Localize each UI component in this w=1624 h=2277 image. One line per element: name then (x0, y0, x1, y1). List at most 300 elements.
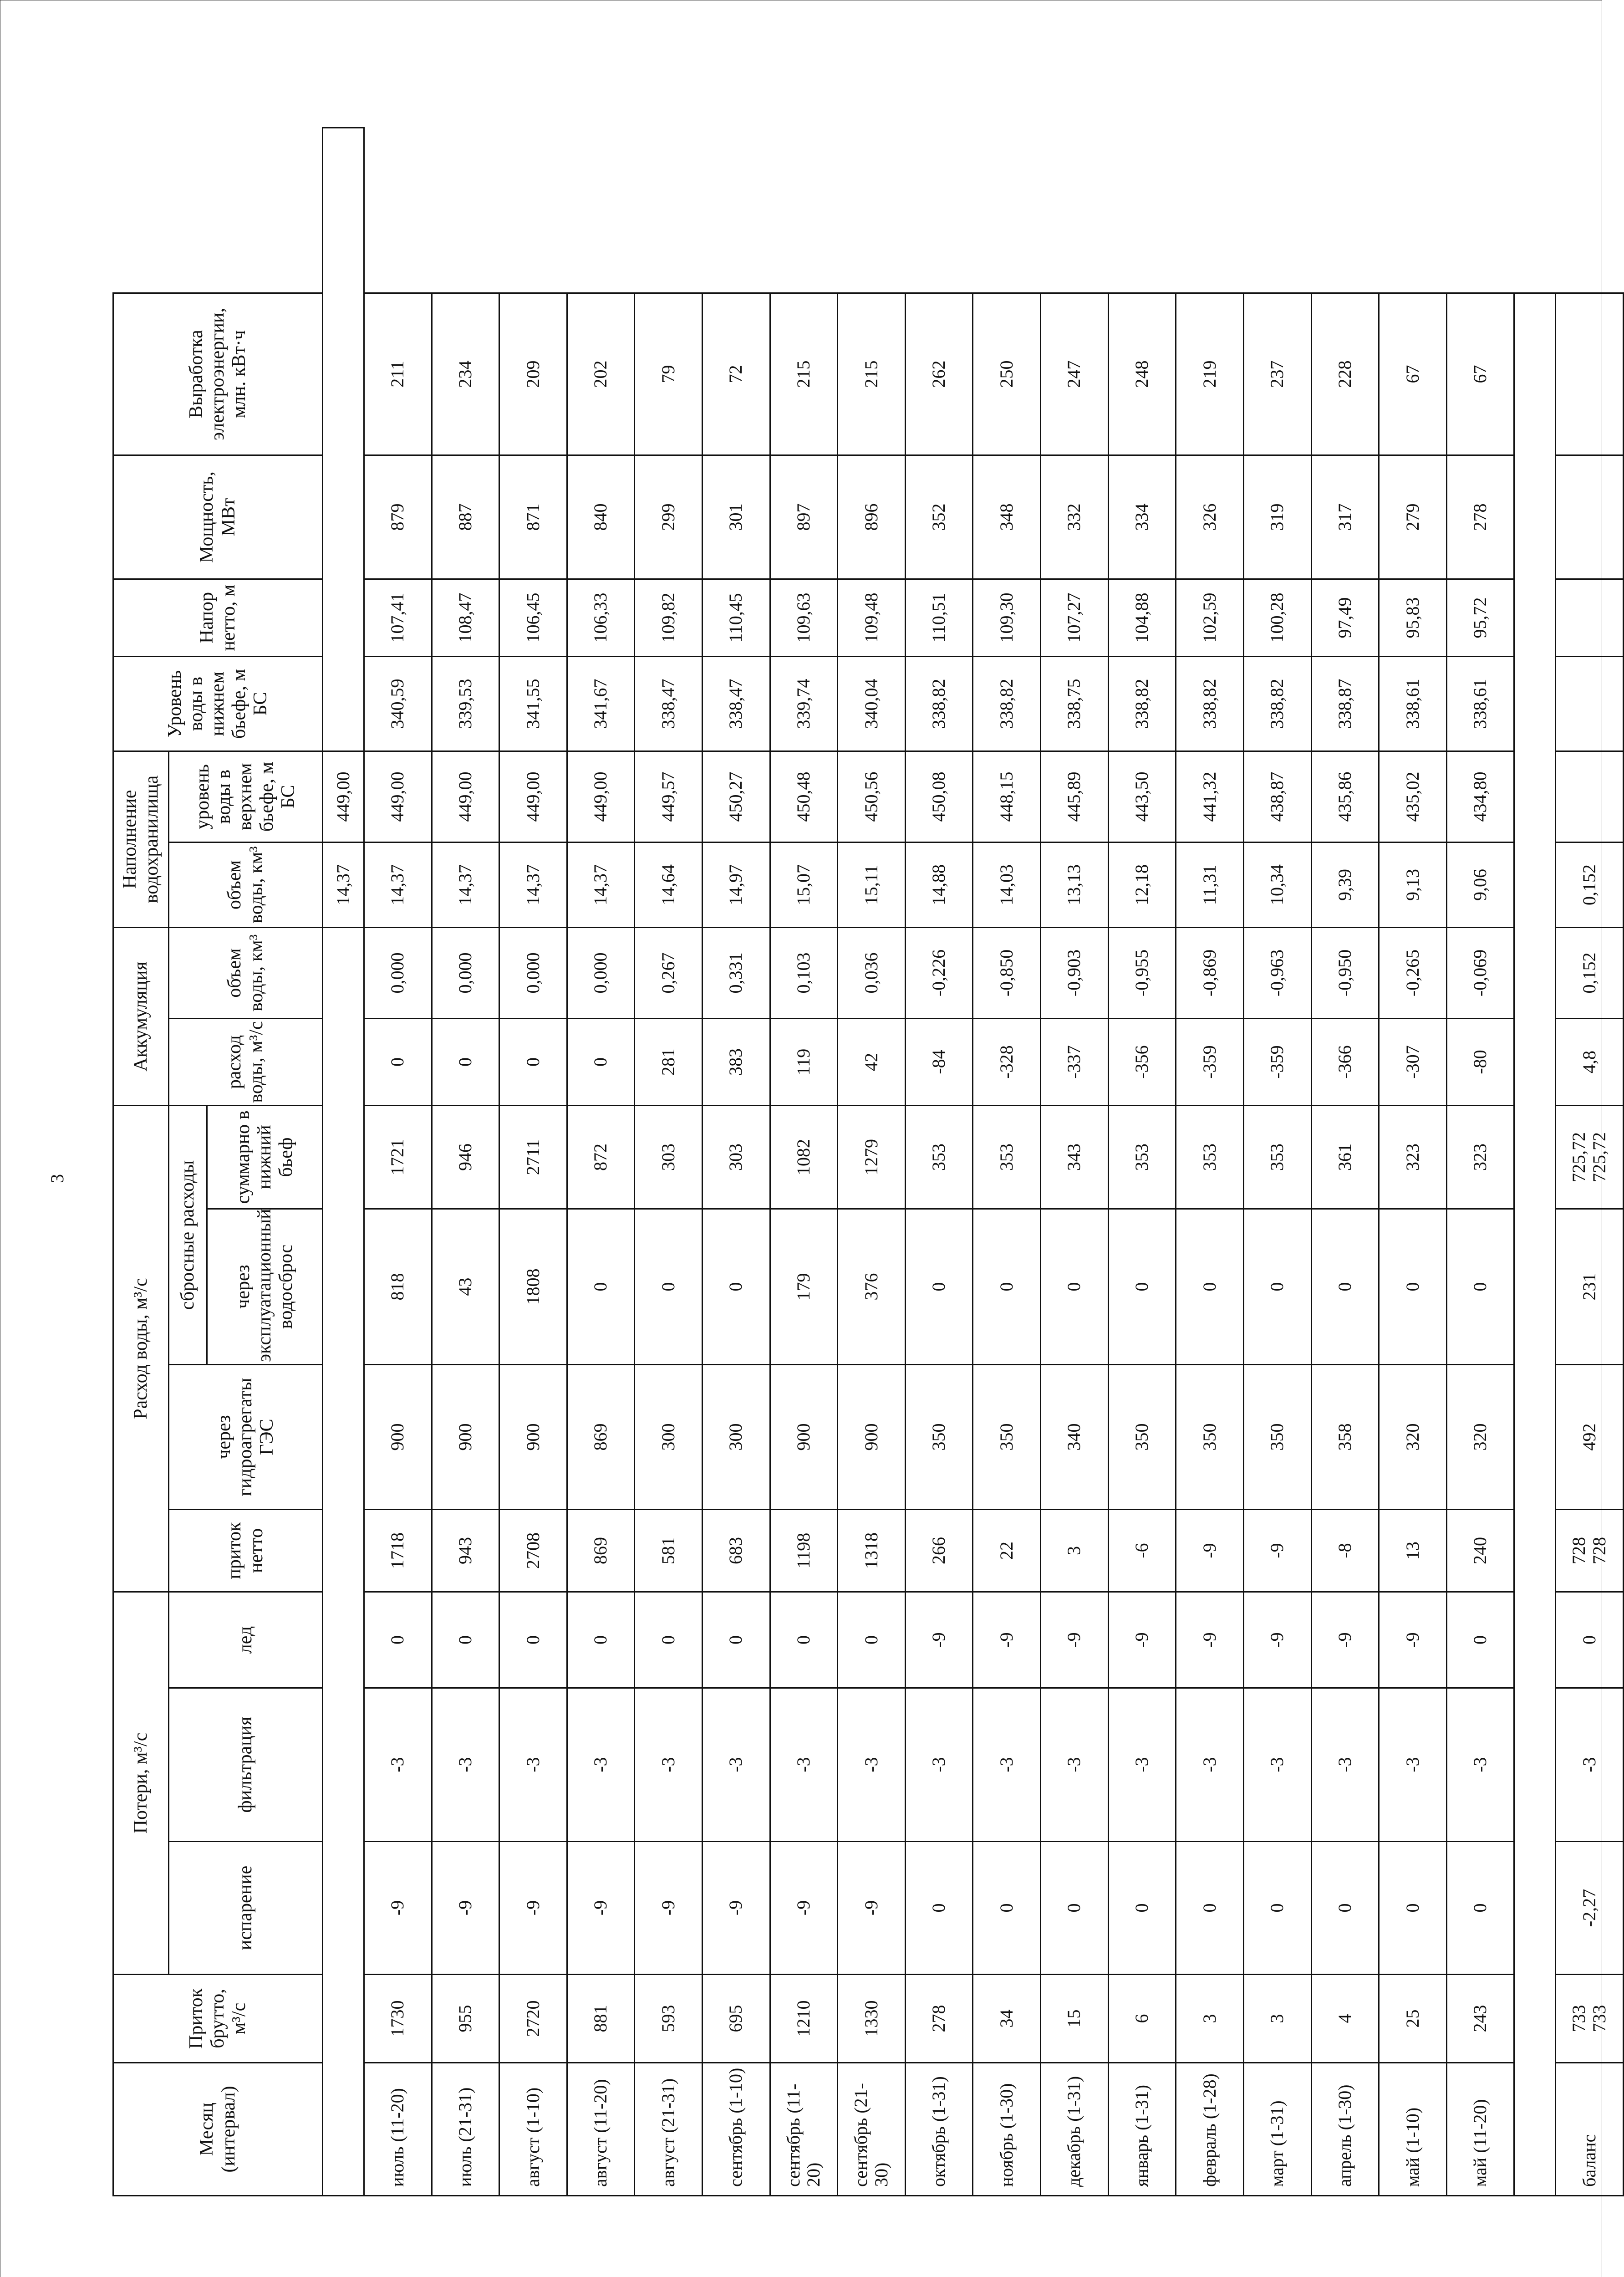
cell-spillway: 0 (1176, 1209, 1244, 1365)
cell-downstream: 338,82 (905, 657, 973, 751)
cell-spillway: 0 (973, 1209, 1041, 1365)
cell-units: 900 (432, 1365, 499, 1510)
header-energy: Выработка электроэнергии, млн. кВт·ч (113, 293, 323, 455)
cell-units: 350 (973, 1365, 1041, 1510)
cell-filtration: -3 (1446, 1688, 1514, 1842)
cell-units: 900 (770, 1365, 838, 1510)
cell-inflow-net: -9 (1243, 1510, 1311, 1592)
cell-filtration: -3 (567, 1688, 635, 1842)
cell-level: 448,15 (973, 751, 1041, 842)
table-row (1243, 128, 1311, 2196)
cell-units: 300 (635, 1365, 703, 1510)
cell-total: 353 (1176, 1106, 1244, 1209)
cell-acc-volume: 0,000 (499, 928, 567, 1019)
cell-head: 109,48 (838, 579, 906, 657)
cell-ice: 0 (432, 1592, 499, 1688)
cell-total: 353 (1108, 1106, 1176, 1209)
cell-units: 320 (1446, 1365, 1514, 1510)
cell-inflow-gross: 3 (1243, 1975, 1311, 2063)
cell-acc-volume: 0,000 (364, 928, 432, 1019)
cell-acc-flow: -337 (1041, 1019, 1109, 1106)
header-fill-volume: объем воды, км³ (169, 842, 323, 928)
header-ice: лед (169, 1592, 323, 1688)
cell-inflow-gross: 1730 (364, 1975, 432, 2063)
cell-inflow-net: 869 (567, 1510, 635, 1592)
cell-month: июль (11-20) (364, 2063, 432, 2196)
cell-acc-volume: 0,267 (635, 928, 703, 1019)
cell-filtration: -3 (1108, 1688, 1176, 1842)
cell-head: 106,45 (499, 579, 567, 657)
cell-filtration: -3 (905, 1688, 973, 1842)
cell-level: 441,32 (1176, 751, 1244, 842)
cell-downstream: 340,04 (838, 657, 906, 751)
cell-total: 353 (905, 1106, 973, 1209)
cell-spillway: 0 (1243, 1209, 1311, 1365)
cell-energy: 211 (364, 293, 432, 455)
table-row (703, 128, 770, 2196)
cell-filtration: -3 (1311, 1688, 1379, 1842)
cell-spillway: 0 (635, 1209, 703, 1365)
cell-inflow-net: 683 (703, 1510, 770, 1592)
cell-inflow-net: -9 (1176, 1510, 1244, 1592)
cell-filtration: -3 (973, 1688, 1041, 1842)
cell-balance-total: 725,72 725,72 (1556, 1106, 1624, 1209)
cell-ice: -9 (1379, 1592, 1447, 1688)
table-row (838, 128, 906, 2196)
cell-evaporation: -9 (703, 1842, 770, 1975)
cell-ice: 0 (1446, 1592, 1514, 1688)
cell-balance-inflow-net: 728 728 (1556, 1510, 1624, 1592)
cell-ice: 0 (364, 1592, 432, 1688)
cell-energy: 228 (1311, 293, 1379, 455)
cell-downstream: 338,61 (1446, 657, 1514, 751)
cell-level: 450,27 (703, 751, 770, 842)
cell-month: август (1-10) (499, 2063, 567, 2196)
cell-spillway: 818 (364, 1209, 432, 1365)
cell-filtration: -3 (838, 1688, 906, 1842)
cell-level: 450,56 (838, 751, 906, 842)
cell-month: декабрь (1-31) (1041, 2063, 1109, 2196)
cell-volume: 9,13 (1379, 842, 1447, 928)
cell-spillway: 1808 (499, 1209, 567, 1365)
cell-head: 107,41 (364, 579, 432, 657)
cell-level: 434,80 (1446, 751, 1514, 842)
cell-ice: -9 (1311, 1592, 1379, 1688)
header-filling: Наполнение водохранилища (113, 751, 169, 928)
cell-total: 872 (567, 1106, 635, 1209)
cell-acc-flow: -359 (1176, 1019, 1244, 1106)
header-acc-flow: расход воды, м³/с (169, 1019, 323, 1106)
cell-inflow-gross: 695 (703, 1975, 770, 2063)
cell-energy: 248 (1108, 293, 1176, 455)
cell-filtration: -3 (703, 1688, 770, 1842)
cell-power: 301 (703, 455, 770, 579)
cell-acc-flow: -359 (1243, 1019, 1311, 1106)
cell-head: 108,47 (432, 579, 499, 657)
cell-power: 887 (432, 455, 499, 579)
cell-balance-ice: 0 (1556, 1592, 1624, 1688)
cell-spillway: 0 (1311, 1209, 1379, 1365)
cell-acc-volume: -0,069 (1446, 928, 1514, 1019)
cell-energy: 219 (1176, 293, 1244, 455)
cell-spillway: 376 (838, 1209, 906, 1365)
cell-volume: 14,64 (635, 842, 703, 928)
table-row (364, 128, 432, 2196)
cell-total: 343 (1041, 1106, 1109, 1209)
cell-evaporation: -9 (567, 1842, 635, 1975)
header-month: Месяц (интервал) (113, 2063, 323, 2196)
header-filtration: фильтрация (169, 1688, 323, 1842)
cell-balance-evaporation: -2,27 (1556, 1842, 1624, 1975)
cell-energy: 234 (432, 293, 499, 455)
cell-inflow-net: 240 (1446, 1510, 1514, 1592)
cell-level: 449,57 (635, 751, 703, 842)
cell-inflow-gross: 34 (973, 1975, 1041, 2063)
cell-total: 323 (1379, 1106, 1447, 1209)
header-total-downstream: суммарно в нижний бьеф (207, 1106, 323, 1209)
cell-acc-flow: 281 (635, 1019, 703, 1106)
cell-inflow-gross: 1210 (770, 1975, 838, 2063)
cell-volume: 14,37 (499, 842, 567, 928)
cell-level: 450,08 (905, 751, 973, 842)
cell-inflow-net: 2708 (499, 1510, 567, 1592)
cell-power: 348 (973, 455, 1041, 579)
cell-power: 299 (635, 455, 703, 579)
cell-energy: 215 (838, 293, 906, 455)
cell-evaporation: -9 (432, 1842, 499, 1975)
table-row (973, 128, 1041, 2196)
cell-head: 95,72 (1446, 579, 1514, 657)
cell-units: 900 (364, 1365, 432, 1510)
cell-units: 340 (1041, 1365, 1109, 1510)
cell-month: февраль (1-28) (1176, 2063, 1244, 2196)
cell-inflow-net: 1718 (364, 1510, 432, 1592)
cell-head: 110,51 (905, 579, 973, 657)
cell-downstream: 340,59 (364, 657, 432, 751)
cell-month: сентябрь (1-10) (703, 2063, 770, 2196)
cell-month: сентябрь (21-30) (838, 2063, 906, 2196)
cell-spillway: 0 (1041, 1209, 1109, 1365)
cell-head: 100,28 (1243, 579, 1311, 657)
cell-inflow-net: 943 (432, 1510, 499, 1592)
table-row (1379, 128, 1447, 2196)
cell-acc-volume: 0,036 (838, 928, 906, 1019)
cell-evaporation: 0 (1379, 1842, 1447, 1975)
cell-acc-flow: -356 (1108, 1019, 1176, 1106)
cell-balance-filtration: -3 (1556, 1688, 1624, 1842)
header-downstream-level: Уровень воды в нижнем бьефе, м БС (113, 657, 323, 751)
cell-power: 319 (1243, 455, 1311, 579)
cell-inflow-net: 22 (973, 1510, 1041, 1592)
cell-evaporation: 0 (1041, 1842, 1109, 1975)
header-head-net: Напор нетто, м (113, 579, 323, 657)
cell-evaporation: 0 (905, 1842, 973, 1975)
cell-inflow-gross: 4 (1311, 1975, 1379, 2063)
cell-total: 1279 (838, 1106, 906, 1209)
cell-evaporation: -9 (635, 1842, 703, 1975)
cell-inflow-gross: 955 (432, 1975, 499, 2063)
cell-acc-flow: 119 (770, 1019, 838, 1106)
cell-acc-flow: 42 (838, 1019, 906, 1106)
header-upstream-level: уровень воды в верхнем бьефе, м БС (169, 751, 323, 842)
cell-month: сентябрь (11-20) (770, 2063, 838, 2196)
cell-month: март (1-31) (1243, 2063, 1311, 2196)
cell-head: 109,30 (973, 579, 1041, 657)
cell-downstream: 338,47 (703, 657, 770, 751)
cell-month: апрель (1-30) (1311, 2063, 1379, 2196)
cell-evaporation: 0 (1243, 1842, 1311, 1975)
cell-filtration: -3 (1243, 1688, 1311, 1842)
cell-energy: 247 (1041, 293, 1109, 455)
cell-downstream: 338,82 (973, 657, 1041, 751)
cell-head: 109,82 (635, 579, 703, 657)
cell-inflow-gross: 278 (905, 1975, 973, 2063)
cell-spillway: 0 (1446, 1209, 1514, 1365)
cell-units: 869 (567, 1365, 635, 1510)
cell-downstream: 338,87 (1311, 657, 1379, 751)
cell-volume: 9,39 (1311, 842, 1379, 928)
cell-downstream: 341,67 (567, 657, 635, 751)
table-row (1311, 128, 1379, 2196)
table-row (432, 128, 499, 2196)
cell-inflow-net: 13 (1379, 1510, 1447, 1592)
cell-inflow-net: -8 (1311, 1510, 1379, 1592)
cell-level: 449,00 (567, 751, 635, 842)
cell-total: 323 (1446, 1106, 1514, 1209)
cell-inflow-gross: 1330 (838, 1975, 906, 2063)
header-accumulation: Аккумуляция (113, 928, 169, 1106)
cell-head: 104,88 (1108, 579, 1176, 657)
cell-volume: 13,13 (1041, 842, 1109, 928)
cell-units: 350 (905, 1365, 973, 1510)
header-through-spillway: через эксплуатационный водосброс (207, 1209, 323, 1365)
cell-acc-flow: -366 (1311, 1019, 1379, 1106)
cell-level: 435,02 (1379, 751, 1447, 842)
header-acc-volume: объем воды, км³ (169, 928, 323, 1019)
cell-evaporation: -9 (838, 1842, 906, 1975)
table-row (770, 128, 838, 2196)
cell-evaporation: 0 (1108, 1842, 1176, 1975)
cell-ice: -9 (1041, 1592, 1109, 1688)
table-row (905, 128, 973, 2196)
cell-inflow-gross: 2720 (499, 1975, 567, 2063)
cell-acc-volume: -0,903 (1041, 928, 1109, 1019)
cell-power: 840 (567, 455, 635, 579)
cell-units: 300 (703, 1365, 770, 1510)
cell-downstream: 338,82 (1108, 657, 1176, 751)
cell-acc-volume: -0,850 (973, 928, 1041, 1019)
cell-volume: 11,31 (1176, 842, 1244, 928)
cell-spillway: 0 (1379, 1209, 1447, 1365)
cell-inflow-net: 1318 (838, 1510, 906, 1592)
cell-volume: 14,97 (703, 842, 770, 928)
cell-evaporation: 0 (1176, 1842, 1244, 1975)
cell-downstream: 338,82 (1176, 657, 1244, 751)
cell-ice: 0 (635, 1592, 703, 1688)
cell-spillway: 0 (703, 1209, 770, 1365)
cell-total: 353 (973, 1106, 1041, 1209)
cell-volume: 15,07 (770, 842, 838, 928)
cell-ice: -9 (1108, 1592, 1176, 1688)
cell-filtration: -3 (499, 1688, 567, 1842)
cell-month: октябрь (1-31) (905, 2063, 973, 2196)
cell-inflow-gross: 25 (1379, 1975, 1447, 2063)
header-water-flow: Расход воды, м³/с (113, 1106, 169, 1592)
header-power: Мощность, МВт (113, 455, 323, 579)
cell-energy: 215 (770, 293, 838, 455)
cell-level: 435,86 (1311, 751, 1379, 842)
cell-evaporation: -9 (499, 1842, 567, 1975)
table-row (1176, 128, 1244, 2196)
cell-energy: 202 (567, 293, 635, 455)
cell-acc-flow: 0 (364, 1019, 432, 1106)
cell-filtration: -3 (1379, 1688, 1447, 1842)
cell-head: 95,83 (1379, 579, 1447, 657)
cell-filtration: -3 (1176, 1688, 1244, 1842)
cell-volume: 14,37 (432, 842, 499, 928)
cell-acc-volume: 0,000 (567, 928, 635, 1019)
cell-acc-volume: -0,950 (1311, 928, 1379, 1019)
cell-acc-flow: -84 (905, 1019, 973, 1106)
cell-spillway: 43 (432, 1209, 499, 1365)
header-inflow-net: приток нетто (169, 1510, 323, 1592)
table-row (1446, 128, 1514, 2196)
cell-volume: 10,34 (1243, 842, 1311, 928)
cell-downstream: 338,75 (1041, 657, 1109, 751)
cell-ice: 0 (567, 1592, 635, 1688)
cell-head: 107,27 (1041, 579, 1109, 657)
cell-level: 450,48 (770, 751, 838, 842)
cell-head: 109,63 (770, 579, 838, 657)
cell-evaporation: -9 (364, 1842, 432, 1975)
cell-power: 332 (1041, 455, 1109, 579)
cell-inflow-gross: 881 (567, 1975, 635, 2063)
cell-level: 445,89 (1041, 751, 1109, 842)
cell-units: 900 (499, 1365, 567, 1510)
cell-balance-acc-volume: 0,152 (1556, 928, 1624, 1019)
cell-power: 317 (1311, 455, 1379, 579)
table-row (1041, 128, 1109, 2196)
cell-inflow-gross: 593 (635, 1975, 703, 2063)
cell-energy: 250 (973, 293, 1041, 455)
cell-downstream: 338,61 (1379, 657, 1447, 751)
cell-ice: 0 (703, 1592, 770, 1688)
table-row (635, 128, 703, 2196)
cell-units: 350 (1108, 1365, 1176, 1510)
cell-evaporation: 0 (973, 1842, 1041, 1975)
cell-total: 361 (1311, 1106, 1379, 1209)
cell-month: июль (21-31) (432, 2063, 499, 2196)
cell-total: 1721 (364, 1106, 432, 1209)
cell-power: 278 (1446, 455, 1514, 579)
cell-balance-spillway: 231 (1556, 1209, 1624, 1365)
cell-ice: -9 (1176, 1592, 1244, 1688)
cell-units: 320 (1379, 1365, 1447, 1510)
cell-month: январь (1-31) (1108, 2063, 1176, 2196)
cell-spillway: 0 (1108, 1209, 1176, 1365)
rotated-table-wrapper (112, 128, 1624, 2196)
cell-total: 303 (635, 1106, 703, 1209)
cell-acc-volume: -0,265 (1379, 928, 1447, 1019)
cell-ice: -9 (905, 1592, 973, 1688)
cell-month: август (21-31) (635, 2063, 703, 2196)
cell-power: 879 (364, 455, 432, 579)
cell-filtration: -3 (770, 1688, 838, 1842)
cell-volume: 14,37 (567, 842, 635, 928)
cell-downstream: 338,82 (1243, 657, 1311, 751)
cell-month: август (11-20) (567, 2063, 635, 2196)
header-evaporation: испарение (169, 1842, 323, 1975)
cell-inflow-net: 1198 (770, 1510, 838, 1592)
cell-volume: 12,18 (1108, 842, 1176, 928)
cell-spillway: 179 (770, 1209, 838, 1365)
cell-power: 352 (905, 455, 973, 579)
cell-energy: 72 (703, 293, 770, 455)
cell-energy: 237 (1243, 293, 1311, 455)
cell-initial-level: 449,00 (323, 751, 364, 842)
table-row (499, 128, 567, 2196)
cell-acc-flow: 0 (499, 1019, 567, 1106)
cell-acc-volume: -0,869 (1176, 928, 1244, 1019)
cell-acc-volume: 0,000 (432, 928, 499, 1019)
cell-head: 102,59 (1176, 579, 1244, 657)
cell-total: 2711 (499, 1106, 567, 1209)
cell-power: 871 (499, 455, 567, 579)
cell-ice: 0 (499, 1592, 567, 1688)
cell-power: 896 (838, 455, 906, 579)
cell-acc-flow: -80 (1446, 1019, 1514, 1106)
cell-inflow-gross: 15 (1041, 1975, 1109, 2063)
cell-ice: 0 (838, 1592, 906, 1688)
cell-evaporation: 0 (1311, 1842, 1379, 1975)
cell-energy: 209 (499, 293, 567, 455)
cell-month: май (1-10) (1379, 2063, 1447, 2196)
cell-level: 449,00 (432, 751, 499, 842)
cell-acc-volume: -0,226 (905, 928, 973, 1019)
cell-level: 443,50 (1108, 751, 1176, 842)
cell-total: 946 (432, 1106, 499, 1209)
initial-state-row (323, 128, 364, 2196)
table-row (1108, 128, 1176, 2196)
cell-downstream: 341,55 (499, 657, 567, 751)
cell-volume: 14,37 (364, 842, 432, 928)
cell-acc-volume: 0,103 (770, 928, 838, 1019)
header-discharges: сбросные расходы (169, 1106, 207, 1365)
cell-ice: -9 (1243, 1592, 1311, 1688)
header-losses: Потери, м³/с (113, 1592, 169, 1975)
cell-balance-volume: 0,152 (1556, 842, 1624, 928)
cell-power: 897 (770, 455, 838, 579)
cell-filtration: -3 (635, 1688, 703, 1842)
cell-inflow-gross: 243 (1446, 1975, 1514, 2063)
cell-downstream: 339,53 (432, 657, 499, 751)
balance-row (1556, 128, 1624, 2196)
cell-power: 334 (1108, 455, 1176, 579)
cell-level: 438,87 (1243, 751, 1311, 842)
table-body (323, 128, 1624, 2196)
cell-energy: 67 (1446, 293, 1514, 455)
cell-acc-flow: 383 (703, 1019, 770, 1106)
cell-acc-volume: -0,955 (1108, 928, 1176, 1019)
cell-balance-acc-flow: 4,8 (1556, 1019, 1624, 1106)
cell-power: 279 (1379, 455, 1447, 579)
header-inflow-gross: Приток брутто, м³/с (113, 1975, 323, 2063)
page-number: 3 (47, 1174, 67, 1183)
cell-filtration: -3 (364, 1688, 432, 1842)
cell-units: 350 (1243, 1365, 1311, 1510)
cell-units: 350 (1176, 1365, 1244, 1510)
reservoir-regime-table (112, 127, 1624, 2196)
